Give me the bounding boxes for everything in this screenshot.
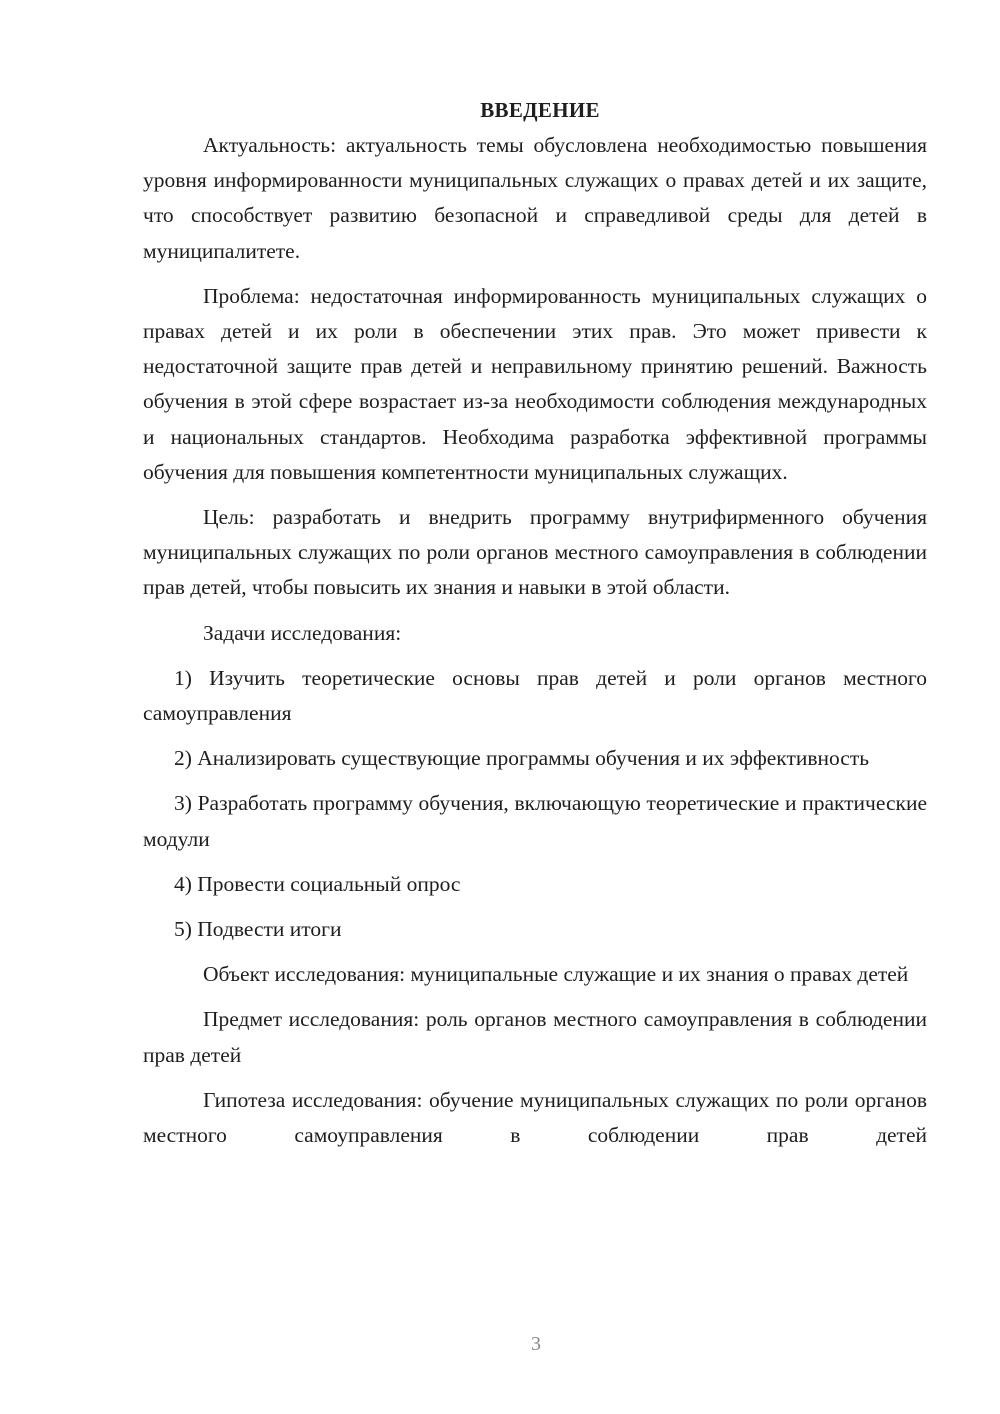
document-page	[143, 92, 927, 1163]
paragraph-object: Объект исследования: муниципальные служащие и их знания о правах детей	[203, 962, 909, 987]
list-item-task-4: 4) Провести социальный опрос	[174, 871, 461, 896]
page-title: ВВЕДЕНИЕ	[480, 98, 600, 122]
paragraph-relevance: Актуальность: актуальность темы обусловлена необходимостью повышения уровня информированности муниципальных служащих о правах детей и их защите, что способствует развитию безопасной и справедливой среды для детей в муниципалитете.	[143, 133, 927, 263]
paragraph-tasks-heading: Задачи исследования:	[203, 620, 402, 645]
paragraph-problem: Проблема: недостаточная информированность муниципальных служащих о правах детей и их роли в обеспечении этих прав. Это может привести к недостаточной защите прав детей и неправильному принятию решений. Важность обучения в этой сфере возрастает из-за необходимости соблюдения международных и национальных стандартов. Необходима разработка эффективной программы обучения для повышения компетентности муниципальных служащих.	[143, 283, 927, 484]
list-item-task-3: 3) Разработать программу обучения, включающую теоретические и практические модули	[143, 791, 927, 851]
paragraph-hypothesis: Гипотеза исследования: обучение муниципальных служащих по роли органов местного самоуправления в соблюдении прав детей	[143, 1087, 927, 1148]
page-number: 3	[531, 1333, 541, 1355]
list-item-task-2: 2) Анализировать существующие программы обучения и их эффективность	[174, 746, 870, 771]
paragraph-subject: Предмет исследования: роль органов местного самоуправления в соблюдении прав детей	[143, 1007, 927, 1067]
paragraph-goal: Цель: разработать и внедрить программу внутрифирменного обучения муниципальных служащих по роли органов местного самоуправления в соблюдении прав детей, чтобы повысить их знания и навыки в этой области.	[143, 505, 927, 600]
list-item-task-5: 5) Подвести итоги	[174, 917, 342, 942]
list-item-task-1: 1) Изучить теоретические основы прав детей и роли органов местного самоуправления	[143, 665, 927, 726]
